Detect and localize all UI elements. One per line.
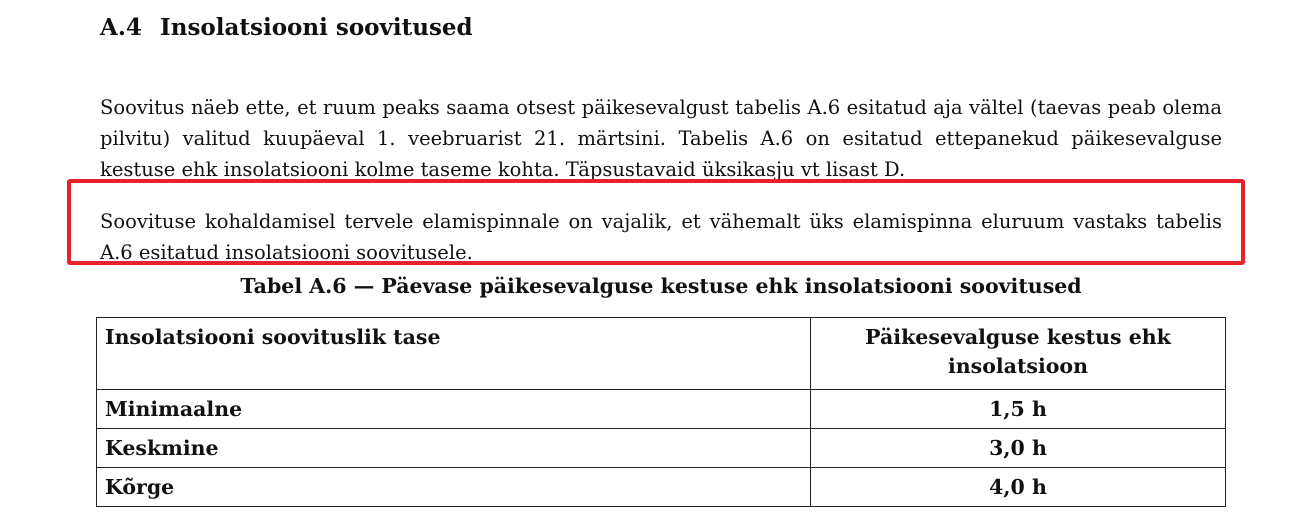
table-row xyxy=(97,429,1226,468)
paragraph-recommendation: Soovitus näeb ette, et ruum peaks saama otsest päikesevalgust tabelis A.6 esitatud aja vältel (taevas peab olema pilvitu) valitud kuupäeval 1. veebruarist 21. märtsini. Tabelis A.6 on esitatud ettepanekud päikesevalguse kestuse ehk insolatsiooni kolme taseme kohta. Täpsustavaid üksikasju vt lisast D. xyxy=(100,95,1222,181)
table-cell-duration: 3,0 h xyxy=(811,429,1226,468)
paragraph-highlighted: Soovituse kohaldamisel tervele elamispinnale on vajalik, et vähemalt üks elamispinna eluruum vastaks tabelis A.6 esitatud insolatsiooni soovitusele. xyxy=(100,209,1222,264)
table-row xyxy=(97,468,1226,507)
table-cell-level: Minimaalne xyxy=(97,390,811,429)
table-cell-level: Kõrge xyxy=(97,468,811,507)
section-heading xyxy=(100,14,473,41)
insolation-table xyxy=(96,317,1226,507)
section-number: A.4 xyxy=(100,14,142,41)
section-title: Insolatsiooni soovitused xyxy=(160,14,473,41)
table-cell-level: Keskmine xyxy=(97,429,811,468)
table-header-duration: Päikesevalguse kestus ehk insolatsioon xyxy=(811,318,1226,390)
table-caption: Tabel A.6 — Päevase päikesevalguse kestuse ehk insolatsiooni soovitused xyxy=(240,274,1082,298)
table-row xyxy=(97,390,1226,429)
table-header-level: Insolatsiooni soovituslik tase xyxy=(97,318,811,390)
table-header-row xyxy=(97,318,1226,390)
table-cell-duration: 1,5 h xyxy=(811,390,1226,429)
table-cell-duration: 4,0 h xyxy=(811,468,1226,507)
